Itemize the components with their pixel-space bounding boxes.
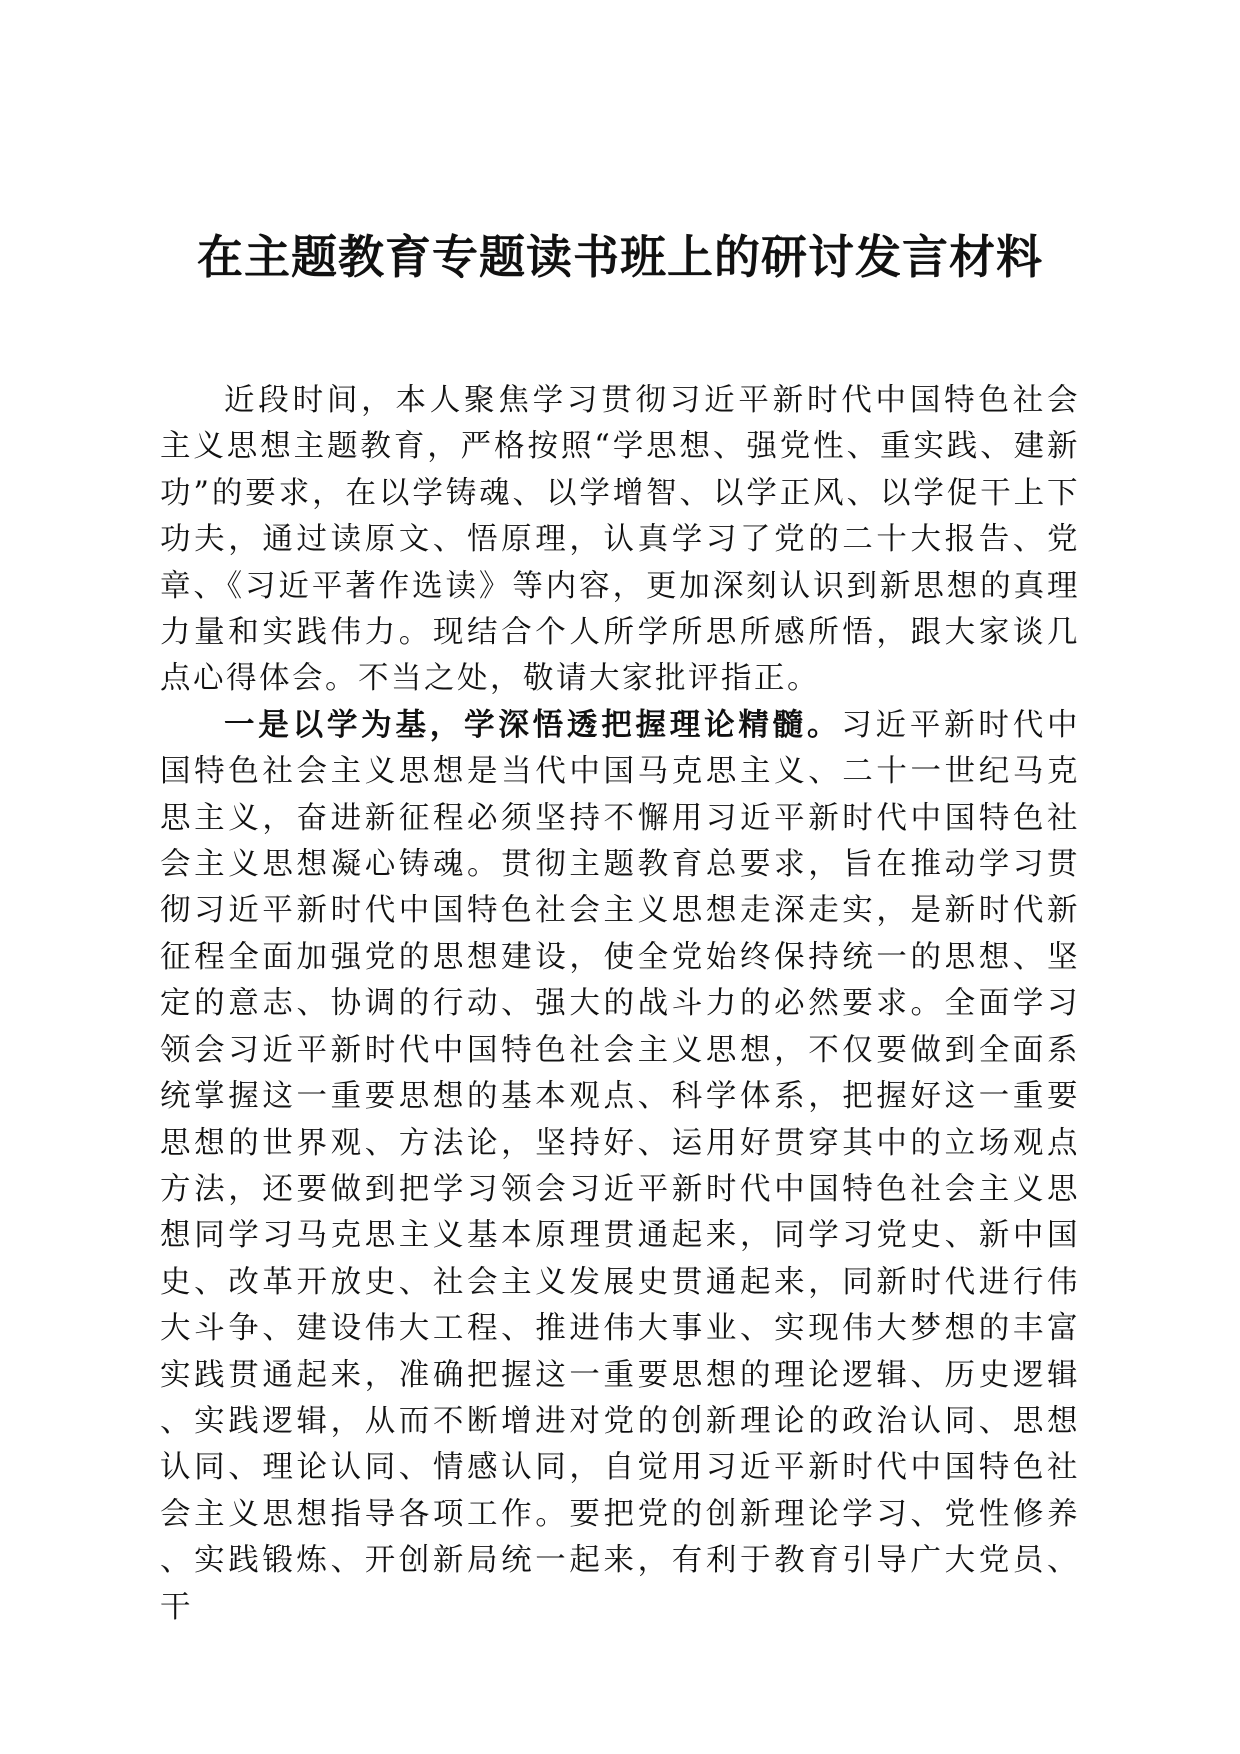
document-title: 在主题教育专题读书班上的研讨发言材料 (197, 230, 1043, 284)
paragraph-intro (160, 378, 1080, 703)
paragraph-lead: 一是以学为基，学深悟透把握理论精髓。 (224, 707, 842, 743)
paragraph-point-one (160, 703, 1080, 1631)
document-body (160, 378, 1080, 1631)
paragraph-text: 习近平新时代中国特色社会主义思想是当代中国马克思主义、二十一世纪马克思主义，奋进新征程必须坚持不懈用习近平新时代中国特色社会主义思想凝心铸魂。贯彻主题教育总要求，旨在推动学习贯彻习近平新时代中国特色社会主义思想走深走实，是新时代新征程全面加强党的思想建设，使全党始终保持统一的思想、坚定的意志、协调的行动、强大的战斗力的必然要求。全面学习领会习近平新时代中国特色社会主义思想，不仅要做到全面系统掌握这一重要思想的基本观点、科学体系，把握好这一重要思想的世界观、方法论，坚持好、运用好贯穿其中的立场观点方法，还要做到把学习领会习近平新时代中国特色社会主义思想同学习马克思主义基本原理贯通起来，同学习党史、新中国史、改革开放史、社会主义发展史贯通起来，同新时代进行伟大斗争、建设伟大工程、推进伟大事业、实现伟大梦想的丰富实践贯通起来，准确把握这一重要思想的理论逻辑、历史逻辑、实践逻辑，从而不断增进对党的创新理论的政治认同、思想认同、理论认同、情感认同，自觉用习近平新时代中国特色社会主义思想指导各项工作。要把党的创新理论学习、党性修养、实践锻炼、开创新局统一起来，有利于教育引导广大党员、干 (160, 707, 1080, 1625)
paragraph-text: 近段时间，本人聚焦学习贯彻习近平新时代中国特色社会主义思想主题教育，严格按照“学思想、强党性、重实践、建新功”的要求，在以学铸魂、以学增智、以学正风、以学促干上下功夫，通过读原文、悟原理，认真学习了党的二十大报告、党章、《习近平著作选读》等内容，更加深刻认识到新思想的真理力量和实践伟力。现结合个人所学所思所感所悟，跟大家谈几点心得体会。不当之处，敬请大家批评指正。 (160, 383, 1080, 697)
